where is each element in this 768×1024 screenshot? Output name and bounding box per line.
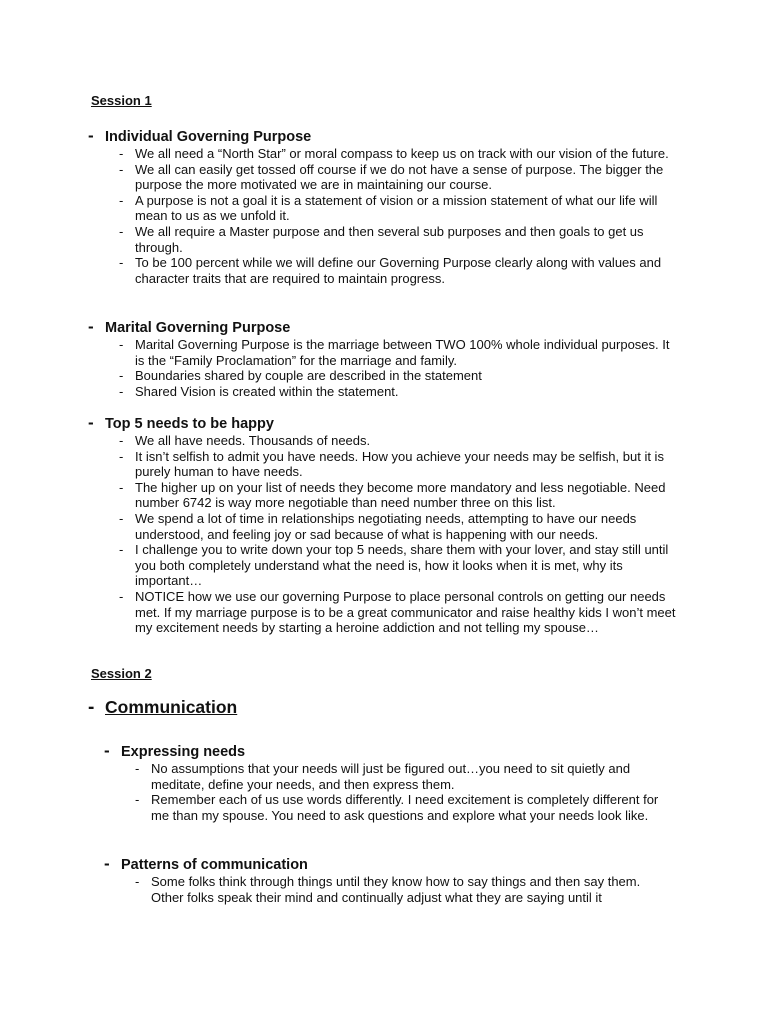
topic-individual-purpose — [88, 127, 688, 286]
bullet-dash: - — [88, 317, 94, 336]
list-item: - We all can easily get tossed off course if we do not have a sense of purpose. The bigger the purpose the more motivated we are in maintaining our course. — [88, 162, 688, 193]
bullet-list — [104, 761, 684, 823]
list-item: - The higher up on your list of needs they become more mandatory and less negotiable. Need number 6742 is way more negotiable than need number three on this list. — [88, 480, 688, 511]
list-item: - I challenge you to write down your top 5 needs, share them with your lover, and stay still until you both completely understand what the need is, how it looks when it is met, why its important… — [88, 542, 688, 589]
bullet-dash: - — [104, 854, 110, 873]
subtopic-patterns-of-communication — [104, 855, 684, 905]
topic-top-5-needs — [88, 414, 688, 636]
topic-marital-purpose — [88, 318, 688, 399]
topic-title: Top 5 needs to be happy — [105, 416, 274, 432]
list-item: - Boundaries shared by couple are described in the statement — [88, 368, 688, 384]
topic-title: Communication — [105, 697, 238, 717]
topic-communication — [88, 697, 237, 719]
list-item: - We all have needs. Thousands of needs. — [88, 433, 688, 449]
subtopic-title: Patterns of communication — [121, 857, 308, 873]
bullet-dash: - — [104, 741, 110, 760]
bullet-list — [88, 337, 688, 399]
list-item: - To be 100 percent while we will define our Governing Purpose clearly along with values and character traits that are required to maintain progress. — [88, 255, 688, 286]
bullet-list — [88, 433, 688, 636]
session-heading: Session 1 — [91, 93, 152, 108]
bullet-dash: - — [88, 413, 94, 432]
session-heading: Session 2 — [91, 666, 152, 681]
list-item: - A purpose is not a goal it is a statement of vision or a mission statement of what our life will mean to us as we unfold it. — [88, 193, 688, 224]
list-item: - We all need a “North Star” or moral compass to keep us on track with our vision of the future. — [88, 146, 688, 162]
bullet-dash: - — [88, 697, 95, 718]
bullet-dash: - — [88, 126, 94, 145]
list-item: - We spend a lot of time in relationships negotiating needs, attempting to have our needs understood, and feeling joy or sad because of what is happening with our needs. — [88, 511, 688, 542]
bullet-list — [88, 146, 688, 286]
list-item: - NOTICE how we use our governing Purpose to place personal controls on getting our needs met. If my marriage purpose is to be a great communicator and raise healthy kids I won’t meet my excitement needs by starting a heroine addiction and not telling my spouse… — [88, 589, 688, 636]
list-item: - Marital Governing Purpose is the marriage between TWO 100% whole individual purposes. It is the “Family Proclamation” for the marriage and family. — [88, 337, 688, 368]
topic-title: Marital Governing Purpose — [105, 320, 291, 336]
list-item: - Remember each of us use words differently. I need excitement is completely different for me than my spouse. You need to ask questions and explore what your needs look like. — [104, 792, 684, 823]
list-item: - Shared Vision is created within the statement. — [88, 384, 688, 400]
list-item: - No assumptions that your needs will just be figured out…you need to sit quietly and meditate, define your needs, and then express them. — [104, 761, 684, 792]
list-item: - Some folks think through things until they know how to say things and then say them. Other folks speak their mind and continually adjust what they are saying until it — [104, 874, 684, 905]
subtopic-title: Expressing needs — [121, 744, 246, 760]
list-item: - It isn’t selfish to admit you have needs. How you achieve your needs may be selfish, but it is purely human to have needs. — [88, 449, 688, 480]
bullet-list — [104, 874, 684, 905]
subtopic-expressing-needs — [104, 742, 684, 823]
list-item: - We all require a Master purpose and then several sub purposes and then goals to get us through. — [88, 224, 688, 255]
topic-title: Individual Governing Purpose — [105, 129, 312, 145]
